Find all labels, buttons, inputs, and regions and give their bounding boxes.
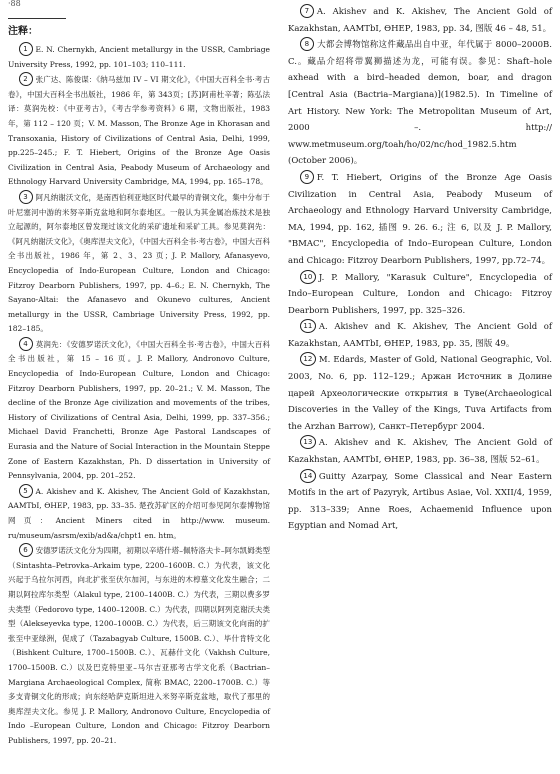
note-number: 8 xyxy=(300,37,314,51)
note-number: 4 xyxy=(19,337,33,351)
note-text: 安德罗诺沃文化分为四期，初期以辛塔什塔–佩特洛夫卡–阿尔凯姆类型（Sintashta–Petrovka–Arkaim type, 2200–1600B. C.）为代表，该文化兴起于乌拉尔河西，向北扩张至伏尔加河，与东进的木椁墓文化发生融合；二期以阿拉库尔类型（Alakul type, 2100–1400B. C.）为代表，三期以费多罗夫类型（Fedorovo type, 1400–1200B. C.）为代表，四期以阿列克谢沃夫类型（Alekseyevka type, 1200–1000B. C.）为代表，后三期该文化向南的扩张至中亚绿洲，促成了（Tazabagyab Culture, 1500B. C.）、毕什肯特文化（Bishkent Culture, 1700–1500B. C.）、瓦赫什文化（Vakhsh Culture, 1700–1500B. C.）以及巴克特里亚–马尔吉亚那考古学文化系（Bactrian–Margiana Archaeological Complex, 简称 BMAC, 2200–1700B. C.）等多支青铜文化的形成；向东经哈萨克斯坦进入米努辛斯克盆地，取代了那里的奥库涅夫文化。参见 J. P. Mallory, Andronovo Culture, Encyclopedia of Indo –European Culture, London and Chicago: Fitzroy Dearborn Publishers, 1997, pp. 20–21. xyxy=(8,546,270,745)
note-6 xyxy=(8,543,270,748)
note-5 xyxy=(8,484,270,543)
note-1 xyxy=(8,42,270,72)
note-text: 大都会博物馆称这件藏品出自中亚，年代属于 8000–2000B. C.。藏品介绍将带翼狮描述为龙，可能有误。参见：Shaft–hole axhead with a bird–headed demon, boar, and dragon [Central Asia (Bactria–Margiana)](1982.5). In Timeline of Art History. New York: The Metropolitan Museum of Art, 2000 –. http:// www.metmuseum.org/toah/ho/02/nc/hod_1982.5.htm (October 2006)。 xyxy=(288,40,552,167)
note-text: A. Akishev and K. Akishev, The Ancient Gold of Kazakhstan, AAMTbI, ӨНЕР, 1983, pp. 33–35. 楚孜苏矿区的介绍可参见阿尔泰博物馆网页：Ancient Miners cited in http://www. museum. ru/museum/asrsm/exib/ad&a/chpt1 en. htm。 xyxy=(8,486,270,540)
note-3 xyxy=(8,190,270,337)
note-12 xyxy=(288,352,552,435)
note-number: 11 xyxy=(300,319,316,333)
note-text: J. P. Mallory, "Karasuk Culture", Encyclopedia of Indo–European Culture, London and Chicago: Fitzroy Dearborn Publishers, 1997, pp. 325–326. xyxy=(288,272,552,316)
note-number: 3 xyxy=(19,190,33,204)
note-text: A. Akishev and K. Akishev, The Ancient Gold of Kazakhstan, AAMTbI, ӨНЕР, 1983, pp. 35, 图版 49。 xyxy=(288,322,552,349)
note-number: 10 xyxy=(300,270,316,284)
note-text: Guitty Azarpay, Some Classical and Near Eastern Motifs in the art of Pazyryk, Artibus Asiae, Vol. XXII/4, 1959, pp. 313–339; Anne Roes, Achaemenid Influence upon Egyptian and Nomad Art, xyxy=(288,471,552,532)
header-rule xyxy=(8,18,66,19)
note-2 xyxy=(8,72,270,190)
note-number: 5 xyxy=(19,484,33,498)
note-number: 2 xyxy=(19,72,33,86)
page-number-mark: ·88 xyxy=(8,0,21,8)
note-10 xyxy=(288,270,552,320)
note-text: 莫润先：《安德罗诺沃文化》，《中国大百科全书·考古卷》，中国大百科全书出版社，第 15 – 16 页。J. P. Mallory, Andronovo Culture, Encyclopedia of Indo-European Culture, London and Chicago: Fitzroy Dearborn Publishers, 1997, pp. 20–21.; V. M. Masson, The decline of the Bronze Age civilization and movements of the tribes, History of Civilizations of Central Asia, Delhi, 1999, pp. 337–356.; Michael David Franchetti, Bronze Age Pastoral Landscapes of Eurasia and the Nature of Social Interaction in the Mountain Steppe Zone of Eastern Kazakhstan, Ph. D dissertation in University of Pennsylvania, 2004, pp. 201–252. xyxy=(8,339,270,481)
note-text: A. Akishev and K. Akishev, The Ancient Gold of Kazakhstan, AAMTbI, ӨНЕР, 1983, pp. 36–38, 图版 52–61。 xyxy=(288,438,552,466)
right-column xyxy=(288,4,552,535)
note-number: 13 xyxy=(300,435,316,449)
note-text: 阿凡纳谢沃文化，是南西伯利亚地区时代最早的青铜文化，集中分布于叶尼塞河中游的米努辛斯克盆地和阿尔泰地区。一般认为其金属冶炼技术是独立起源的，阿尔泰地区曾发现过该文化的采矿遗址和采矿工具。参见莫润先：《阿凡纳谢沃文化》，《奥库涅夫文化》，《中国大百科全书·考古卷》，中国大百科全书出版社，1986 年，第 2、3、23 页；J. P. Mallory, Afanasyevo, Encyclopedia of Indo-European Culture, London and Chicago: Fitzroy Dearborn Publishers, 1997, pp. 4–6.; E. N. Chernykh, The Sayano-Altai: the Afanasevo and Okunevo cultures, Ancient metallurgy in the USSR, Cambriage University Press, 1992, pp. 182–185。 xyxy=(8,192,270,334)
notes-heading: 注释： xyxy=(8,26,38,37)
note-4 xyxy=(8,337,270,484)
note-14 xyxy=(288,469,552,535)
note-text: A. Akishev and K. Akishev, The Ancient Gold of Kazakhstan, AAMTbI, ӨНЕР, 1983, pp. 34, 图版 46 – 48, 51。 xyxy=(288,7,552,34)
note-text: F. T. Hiebert, Origins of the Bronze Age Oasis Civilization in Central Asia, Peabody Museum of Archaeology and Ethnology Harvard University Cambridge, MA, 1994, pp. 162, 插图 9. 26. 6.; 注 6, 以及 J. P. Mallory, "BMAC", Encyclopedia of Indo–European Culture, London and Chicago: Fitzroy Dearborn Publishers, 1997, pp.72–74。 xyxy=(288,172,552,266)
note-number: 9 xyxy=(300,170,314,184)
note-13 xyxy=(288,435,552,468)
note-text: M. Edards, Master of Gold, National Geographic, Vol. 2003, No. 6, pp. 112–129.; Аржан Источник в Долине царей Археологические открытия в Туве(Archaeological Discoveries in the Valley of the Kings, Tuva Artifacts from the Arzhan Barrow), Санкт–Петербург 2004. xyxy=(288,355,552,432)
note-number: 12 xyxy=(300,352,316,366)
note-11 xyxy=(288,319,552,352)
left-column xyxy=(8,42,270,749)
note-8 xyxy=(288,37,552,170)
note-number: 6 xyxy=(19,543,33,557)
note-text: E. N. Chernykh, Ancient metallurgy in the USSR, Cambriage University Press, 1992, pp. 101–103; 110–111. xyxy=(8,45,270,69)
note-number: 14 xyxy=(300,469,316,483)
note-9 xyxy=(288,170,552,270)
note-number: 7 xyxy=(300,4,314,18)
note-text: 张广达、陈俊谋：《纳马兹加 IV – VI 期文化》，《中国大百科全书·考古卷》，中国大百科全书出版社，1986 年，第 343页；[苏]阿甫杜辛著；陈弘法译：莫润先校：《中亚考古》，《考古学参考资料》6 期，文物出版社，1983 年，第 112 – 120 页；V. M. Masson, The Bronze Age in Khorasan and Transoxania, History of Civilizations of Central Asia, Delhi, 1999, pp.225–245.; F. T. Hiebert, Origins of the Bronze Age Oasis Civilization in Central Asia, Peabody Museum of Archaeology and Ethnology Harvard University Cambridge, MA, 1994, pp. 165–178。 xyxy=(8,75,270,187)
note-number: 1 xyxy=(19,42,33,56)
note-7 xyxy=(288,4,552,37)
